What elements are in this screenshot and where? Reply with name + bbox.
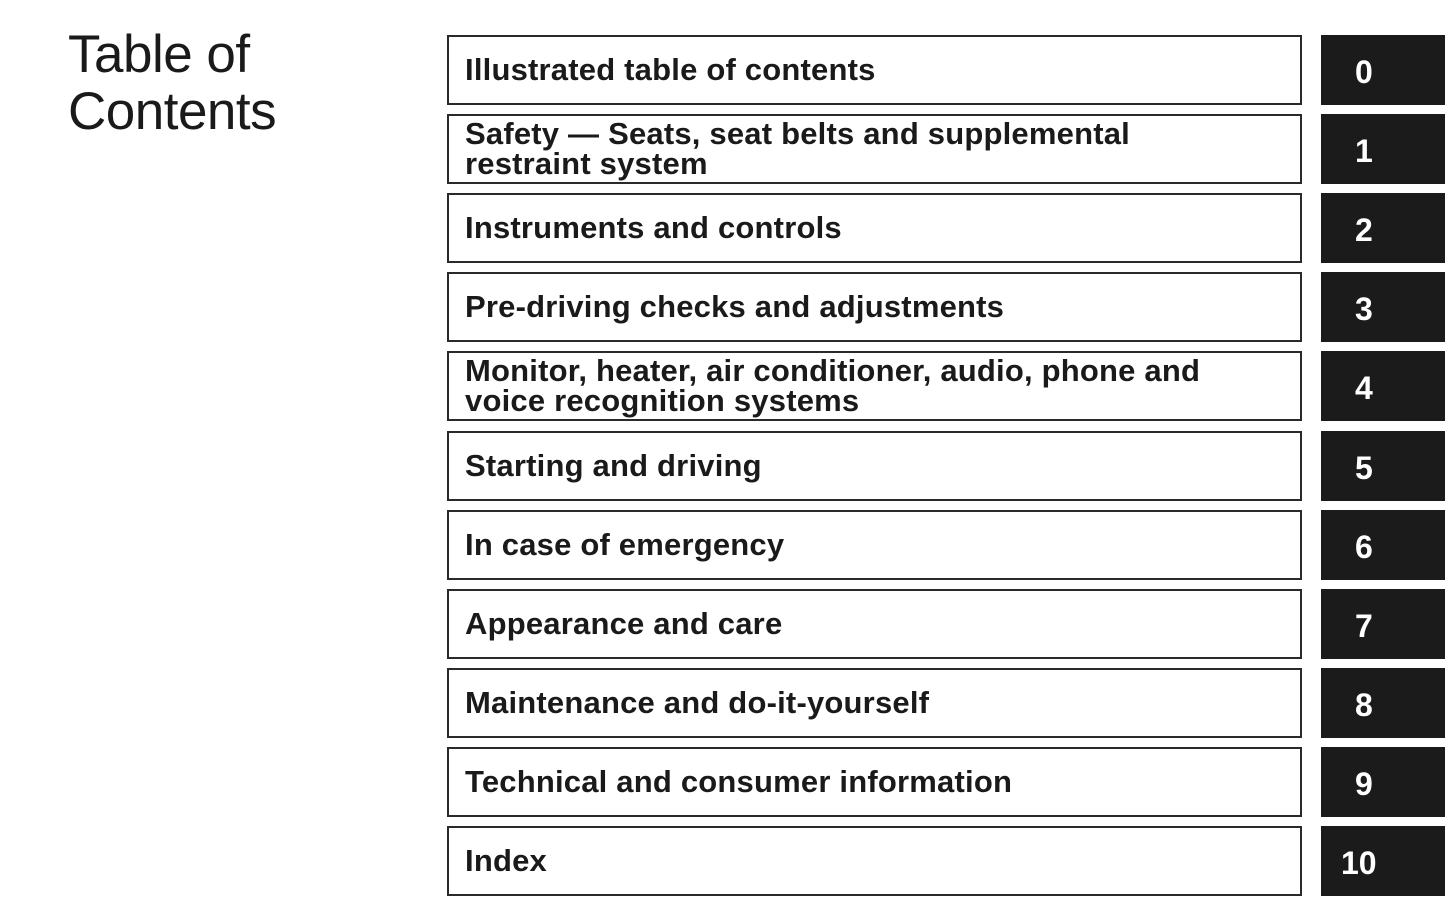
section-label: In case of emergency xyxy=(465,527,785,562)
page-title-line-2: Contents xyxy=(68,82,277,141)
section-number: 6 xyxy=(1355,528,1373,565)
section-tab-9[interactable] xyxy=(1321,747,1445,817)
toc-row-9 xyxy=(447,747,1445,815)
toc-row-0 xyxy=(447,35,1445,103)
section-link-technical-info[interactable] xyxy=(447,747,1302,817)
section-number: 1 xyxy=(1355,132,1373,169)
section-link-pre-driving[interactable] xyxy=(447,272,1302,342)
section-number: 10 xyxy=(1341,844,1377,881)
section-number: 0 xyxy=(1355,53,1373,90)
section-tab-4[interactable] xyxy=(1321,351,1445,421)
toc-row-2 xyxy=(447,193,1445,261)
toc-row-4 xyxy=(447,351,1445,419)
section-tab-0[interactable] xyxy=(1321,35,1445,105)
section-label: Maintenance and do-it-yourself xyxy=(465,685,930,720)
section-label: Pre-driving checks and adjustments xyxy=(465,289,1005,324)
section-number: 8 xyxy=(1355,686,1373,723)
section-tab-8[interactable] xyxy=(1321,668,1445,738)
toc-row-6 xyxy=(447,510,1445,578)
toc-row-1 xyxy=(447,114,1445,182)
section-tab-2[interactable] xyxy=(1321,193,1445,263)
section-link-instruments[interactable] xyxy=(447,193,1302,263)
section-number: 2 xyxy=(1355,211,1373,248)
section-tab-1[interactable] xyxy=(1321,114,1445,184)
section-tab-7[interactable] xyxy=(1321,589,1445,659)
section-number: 9 xyxy=(1355,765,1373,802)
section-label: Appearance and care xyxy=(465,606,783,641)
toc-row-8 xyxy=(447,668,1445,736)
section-label: Technical and consumer information xyxy=(465,764,1013,799)
section-link-index[interactable] xyxy=(447,826,1302,896)
section-tab-3[interactable] xyxy=(1321,272,1445,342)
section-label: Safety — Seats, seat belts and supplemental restraint system xyxy=(465,116,1130,181)
section-link-safety[interactable] xyxy=(447,114,1302,184)
toc-row-10 xyxy=(447,826,1445,894)
section-link-starting-driving[interactable] xyxy=(447,431,1302,501)
section-number: 4 xyxy=(1355,369,1373,406)
section-link-illustrated-toc[interactable] xyxy=(447,35,1302,105)
section-link-appearance-care[interactable] xyxy=(447,589,1302,659)
section-number: 7 xyxy=(1355,607,1373,644)
section-label: Index xyxy=(465,843,547,878)
page-title xyxy=(68,26,276,140)
section-label: Monitor, heater, air conditioner, audio, phone and voice recognition systems xyxy=(465,353,1201,418)
section-label: Instruments and controls xyxy=(465,210,842,245)
section-link-monitor-audio[interactable] xyxy=(447,351,1302,421)
section-link-emergency[interactable] xyxy=(447,510,1302,580)
toc-row-5 xyxy=(447,431,1445,499)
section-label: Illustrated table of contents xyxy=(465,52,876,87)
section-number: 5 xyxy=(1355,449,1373,486)
toc-row-7 xyxy=(447,589,1445,657)
page-title-line-1: Table of xyxy=(68,25,250,84)
section-label: Starting and driving xyxy=(465,448,762,483)
toc-row-3 xyxy=(447,272,1445,340)
section-tab-5[interactable] xyxy=(1321,431,1445,501)
section-tab-6[interactable] xyxy=(1321,510,1445,580)
section-tab-10[interactable] xyxy=(1321,826,1445,896)
section-link-maintenance[interactable] xyxy=(447,668,1302,738)
section-number: 3 xyxy=(1355,290,1373,327)
